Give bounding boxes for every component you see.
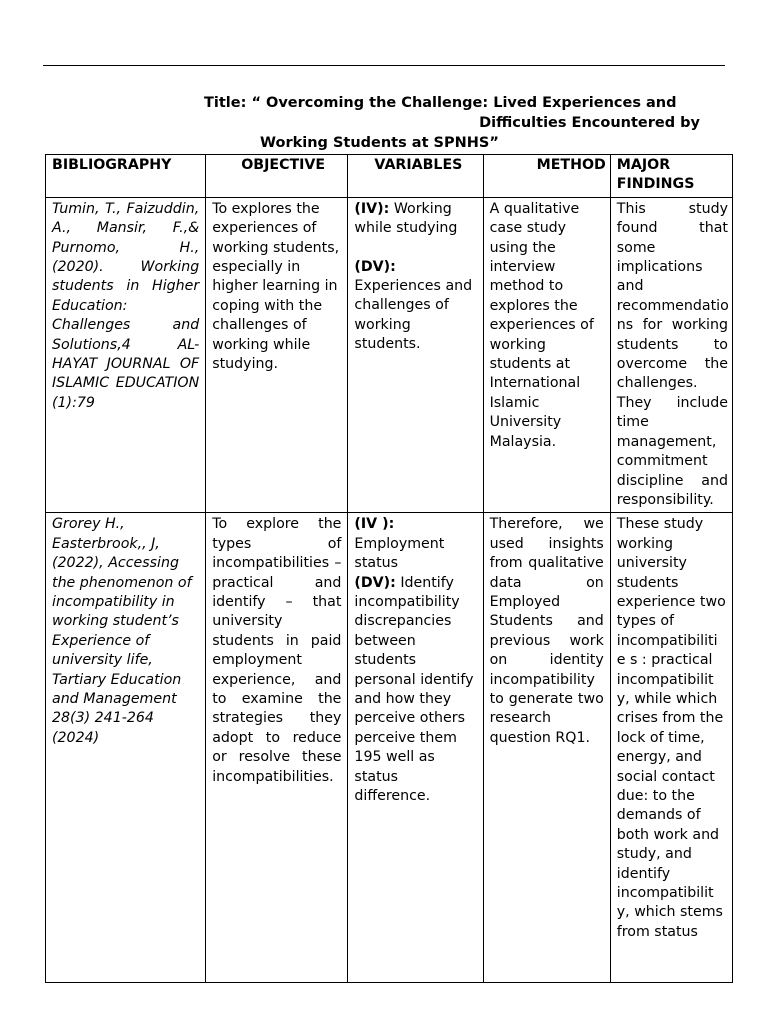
cell-method: A qualitative case study using the interview method to explores the experiences of working students at International Islamic University Malaysia. [483,197,610,513]
header-method-label: METHOD [536,157,606,173]
cell-method: Therefore, we used insights from qualitative data on Employed Students and previous work on identity incompatibility to generate two research question RQ1. [483,513,610,983]
header-bibliography [46,155,206,198]
dv-text: Identify incompatibility discrepancies between students personal identify and how they perceive others perceive them 195 well as status difference. [354,574,474,804]
header-major-findings-label: MAJOR FINDINGS [616,157,695,193]
cell-major-findings: This study found that some implications and recommendatio ns for working students to overcome the challenges. They include time management, commitment discipline and responsibility. [610,197,732,513]
literature-matrix-table [45,154,733,983]
cell-objective: To explore the types of incompatibilities – practical and identify – that university students in paid employment experience, and to examine the strategies they adopt to reduce or resolve these incompatibilities. [206,513,348,983]
header-bibliography-label: BIBLIOGRAPHY [52,157,172,173]
cell-variables [348,197,483,513]
dv-label: (DV): [354,258,396,275]
header-variables-label: VARIABLES [374,157,463,173]
title-line-3: Working Students at SPNHS” [260,135,499,151]
table-row [46,513,733,983]
cell-bibliography: Tumin, T., Faizuddin, A., Mansir, F.,& Purnomo, H., (2020). Working students in Higher Education: Challenges and Solutions,4 AL-HAYAT JOURNAL OF ISLAMIC EDUCATION (1):79 [46,197,206,513]
header-major-findings [610,155,732,198]
header-method [483,155,610,198]
document-title [190,93,700,153]
table-header-row [46,155,733,198]
dv-text: Experiences and challenges of working students. [354,278,473,353]
header-variables [348,155,483,198]
cell-bibliography: Grorey H., Easterbrook,, J, (2022), Accessing the phenomenon of incompatibility in working student’s Experience of university life, Tartiary Education and Management 28(3) 241-264 (2024) [46,513,206,983]
cell-objective: To explores the experiences of working students, especially in higher learning in coping with the challenges of working while studying. [206,197,348,513]
dv-label: (DV): [354,574,396,591]
title-line-1: Title: “ Overcoming the Challenge: Lived Experiences and [204,95,677,111]
cell-variables [348,513,483,983]
iv-label: (IV): [354,200,390,217]
header-objective-label: OBJECTIVE [241,157,326,173]
title-line-2: Difficulties Encountered by [479,115,700,131]
iv-text: Employment status [354,535,445,572]
header-rule [43,65,725,66]
header-objective [206,155,348,198]
iv-text: Working while studying [354,200,458,237]
cell-major-findings: These study working university students experience two types of incompatibiliti e s : practical incompatibilit y, while which crises from the lock of time, energy, and social contact due: to the demands of both work and study, and identify incompatibilit y, which stems from status [610,513,732,983]
table-row [46,197,733,513]
iv-label: (IV ): [354,516,395,533]
